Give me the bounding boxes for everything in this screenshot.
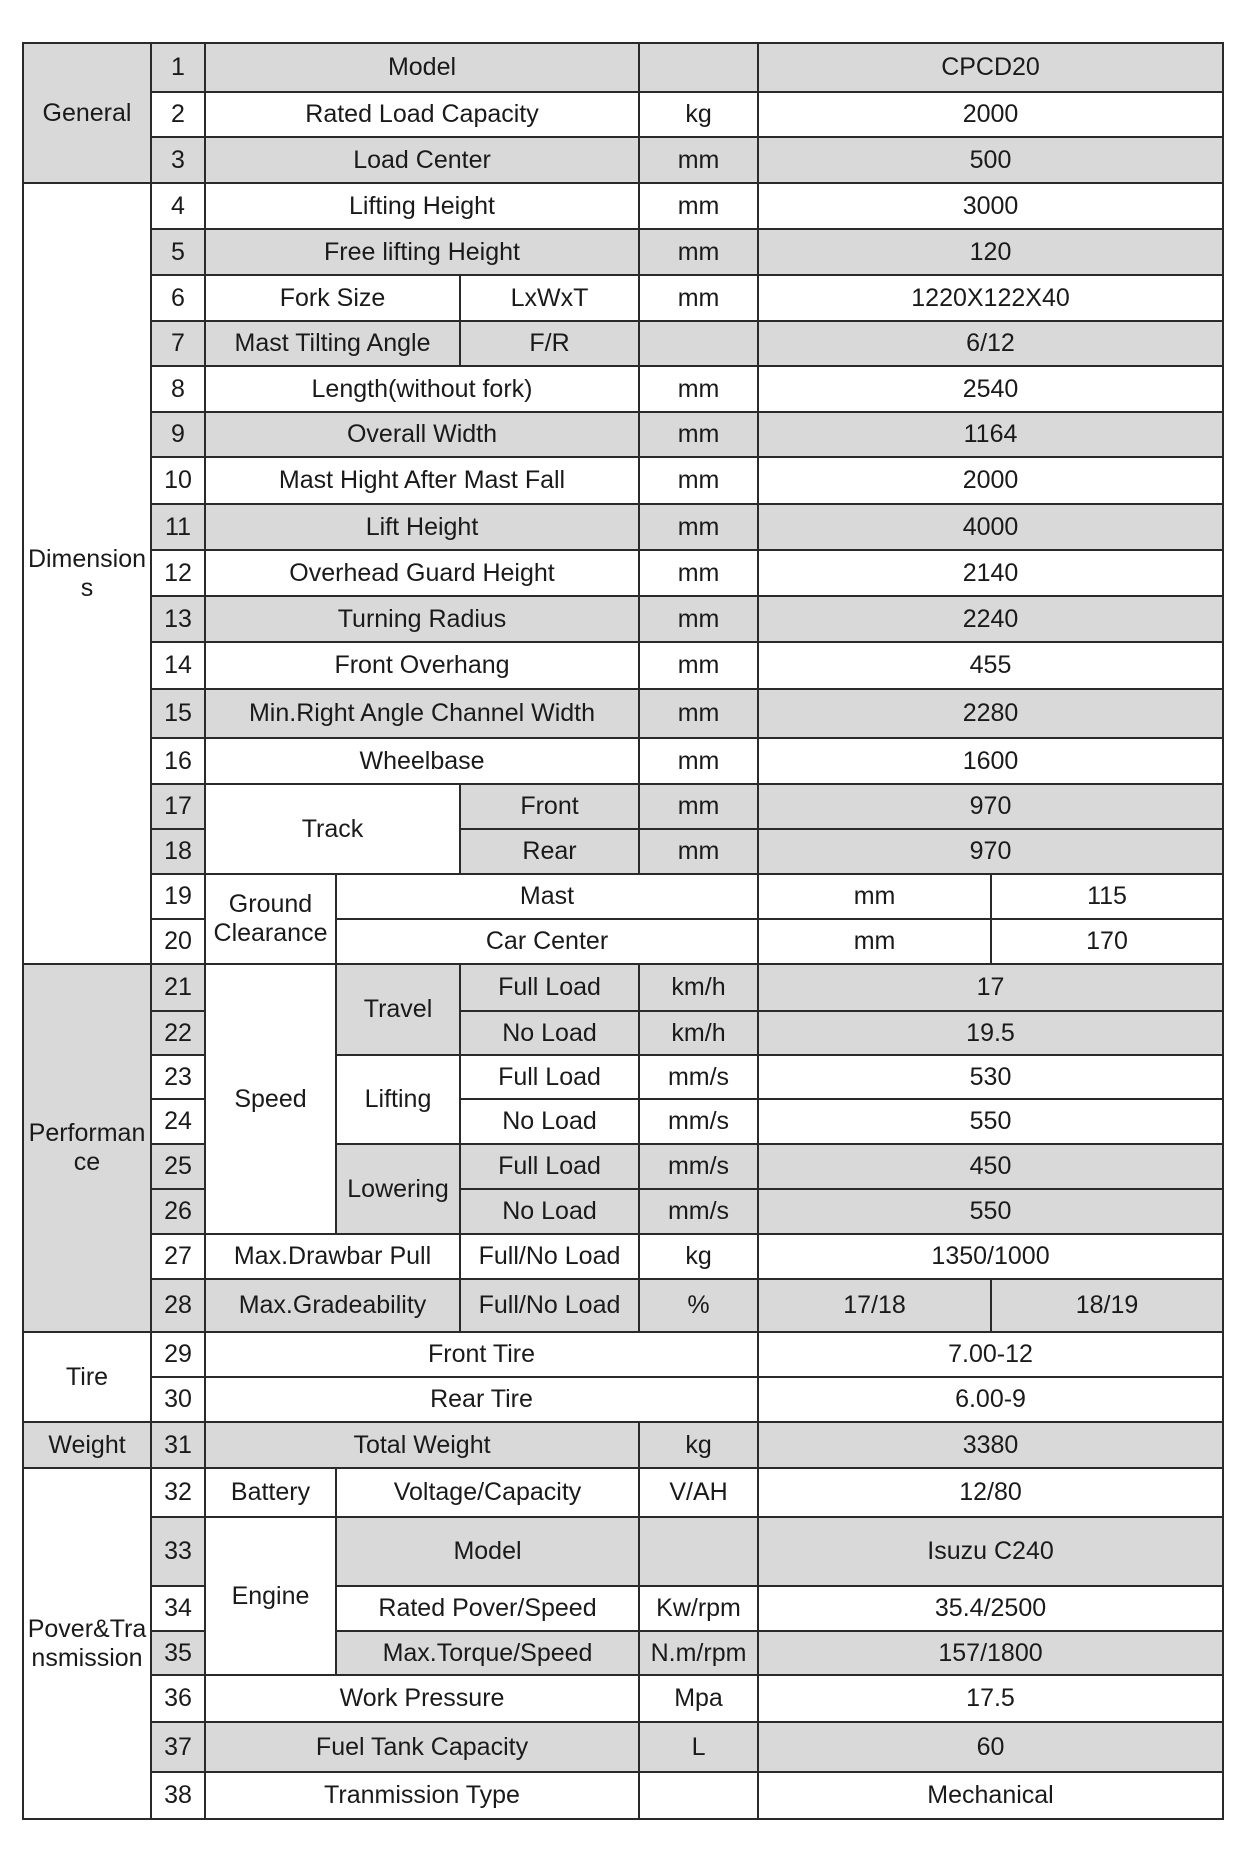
spec-sheet — [22, 42, 1222, 1820]
group-label: Travel — [336, 964, 460, 1055]
row-number: 12 — [151, 550, 205, 596]
item-label: Total Weight — [205, 1422, 639, 1468]
value-cell-full-load: 17/18 — [758, 1279, 991, 1332]
row-number: 17 — [151, 784, 205, 829]
row-number: 9 — [151, 412, 205, 457]
value-cell: 970 — [758, 829, 1223, 874]
unit-cell: mm — [639, 412, 758, 457]
value-cell: 6.00-9 — [758, 1377, 1223, 1422]
unit-cell: mm — [639, 784, 758, 829]
row-number: 5 — [151, 229, 205, 275]
value-cell: 60 — [758, 1722, 1223, 1772]
item-label: Rated Load Capacity — [205, 92, 639, 137]
unit-cell: mm — [639, 457, 758, 504]
category-dimensions: Dimensions — [23, 183, 151, 964]
row-number: 18 — [151, 829, 205, 874]
value-cell: Isuzu C240 — [758, 1517, 1223, 1586]
item-label: Max.Gradeability — [205, 1279, 460, 1332]
category-general: General — [23, 43, 151, 183]
sub-label: Full Load — [460, 1055, 639, 1099]
sub-label: Full Load — [460, 964, 639, 1011]
value-cell: 12/80 — [758, 1468, 1223, 1517]
value-cell: 170 — [991, 919, 1223, 964]
row-number: 19 — [151, 874, 205, 919]
value-cell: 2000 — [758, 457, 1223, 504]
value-cell: CPCD20 — [758, 43, 1223, 92]
item-label: Length(without fork) — [205, 366, 639, 412]
item-label: Free lifting Height — [205, 229, 639, 275]
value-cell: 1350/1000 — [758, 1234, 1223, 1279]
sub-label: Full/No Load — [460, 1234, 639, 1279]
row-number: 6 — [151, 275, 205, 321]
unit-cell: mm — [639, 366, 758, 412]
row-number: 10 — [151, 457, 205, 504]
row-number: 21 — [151, 964, 205, 1011]
row-number: 37 — [151, 1722, 205, 1772]
value-cell: 35.4/2500 — [758, 1586, 1223, 1631]
row-number: 8 — [151, 366, 205, 412]
value-cell: 1220X122X40 — [758, 275, 1223, 321]
item-label: Front Tire — [205, 1332, 758, 1377]
value-cell: 2000 — [758, 92, 1223, 137]
row-number: 36 — [151, 1675, 205, 1722]
value-cell: 115 — [991, 874, 1223, 919]
value-cell: 4000 — [758, 504, 1223, 550]
sub-label: No Load — [460, 1189, 639, 1234]
value-cell: 2140 — [758, 550, 1223, 596]
unit-cell: mm — [758, 919, 991, 964]
row-number: 2 — [151, 92, 205, 137]
value-cell: 6/12 — [758, 321, 1223, 366]
sub-label: Car Center — [336, 919, 758, 964]
value-cell: Mechanical — [758, 1772, 1223, 1819]
row-number: 13 — [151, 596, 205, 642]
value-cell: 450 — [758, 1144, 1223, 1189]
sub-label: No Load — [460, 1099, 639, 1144]
category-tire: Tire — [23, 1332, 151, 1422]
row-number: 32 — [151, 1468, 205, 1517]
value-cell: 7.00-12 — [758, 1332, 1223, 1377]
sub-label: Front — [460, 784, 639, 829]
item-label: Wheelbase — [205, 738, 639, 784]
item-label: Overhead Guard Height — [205, 550, 639, 596]
sub-label: Model — [336, 1517, 639, 1586]
sub-label: LxWxT — [460, 275, 639, 321]
row-number: 1 — [151, 43, 205, 92]
item-label: Model — [205, 43, 639, 92]
row-number: 3 — [151, 137, 205, 183]
value-cell: 550 — [758, 1189, 1223, 1234]
unit-cell: Mpa — [639, 1675, 758, 1722]
unit-cell — [639, 1772, 758, 1819]
row-number: 35 — [151, 1631, 205, 1675]
value-cell-no-load: 18/19 — [991, 1279, 1223, 1332]
item-label: Fork Size — [205, 275, 460, 321]
unit-cell: N.m/rpm — [639, 1631, 758, 1675]
value-cell: 157/1800 — [758, 1631, 1223, 1675]
unit-cell: kg — [639, 92, 758, 137]
unit-cell: mm — [639, 137, 758, 183]
item-label: Track — [205, 784, 460, 874]
unit-cell: % — [639, 1279, 758, 1332]
unit-cell: Kw/rpm — [639, 1586, 758, 1631]
row-number: 7 — [151, 321, 205, 366]
row-number: 30 — [151, 1377, 205, 1422]
value-cell: 19.5 — [758, 1011, 1223, 1055]
unit-cell: mm — [639, 275, 758, 321]
value-cell: 550 — [758, 1099, 1223, 1144]
value-cell: 2540 — [758, 366, 1223, 412]
item-label: Mast Hight After Mast Fall — [205, 457, 639, 504]
sub-label: Full Load — [460, 1144, 639, 1189]
category-power-transmission: Pover&Transmission — [23, 1468, 151, 1819]
group-label: Lifting — [336, 1055, 460, 1144]
unit-cell: mm — [639, 229, 758, 275]
item-label: Min.Right Angle Channel Width — [205, 689, 639, 738]
value-cell: 1164 — [758, 412, 1223, 457]
item-label: Fuel Tank Capacity — [205, 1722, 639, 1772]
unit-cell: mm — [639, 738, 758, 784]
sub-label: No Load — [460, 1011, 639, 1055]
unit-cell: mm/s — [639, 1144, 758, 1189]
value-cell: 3380 — [758, 1422, 1223, 1468]
unit-cell: mm — [639, 829, 758, 874]
unit-cell: mm — [639, 642, 758, 689]
sub-label: Voltage/Capacity — [336, 1468, 639, 1517]
value-cell: 2280 — [758, 689, 1223, 738]
sub-label: F/R — [460, 321, 639, 366]
unit-cell — [639, 43, 758, 92]
item-label: Lift Height — [205, 504, 639, 550]
item-label: Mast Tilting Angle — [205, 321, 460, 366]
row-number: 24 — [151, 1099, 205, 1144]
row-number: 23 — [151, 1055, 205, 1099]
item-label: Battery — [205, 1468, 336, 1517]
value-cell: 1600 — [758, 738, 1223, 784]
sub-label: Mast — [336, 874, 758, 919]
row-number: 26 — [151, 1189, 205, 1234]
row-number: 31 — [151, 1422, 205, 1468]
unit-cell: V/AH — [639, 1468, 758, 1517]
item-label: Rear Tire — [205, 1377, 758, 1422]
value-cell: 17.5 — [758, 1675, 1223, 1722]
unit-cell: mm — [639, 550, 758, 596]
unit-cell: km/h — [639, 964, 758, 1011]
item-label: Load Center — [205, 137, 639, 183]
category-weight: Weight — [23, 1422, 151, 1468]
row-number: 27 — [151, 1234, 205, 1279]
row-number: 20 — [151, 919, 205, 964]
item-label: Overall Width — [205, 412, 639, 457]
value-cell: 455 — [758, 642, 1223, 689]
unit-cell: mm/s — [639, 1055, 758, 1099]
unit-cell: mm — [639, 689, 758, 738]
row-number: 34 — [151, 1586, 205, 1631]
item-label: Max.Drawbar Pull — [205, 1234, 460, 1279]
spec-table — [22, 42, 1224, 1820]
row-number: 15 — [151, 689, 205, 738]
row-number: 22 — [151, 1011, 205, 1055]
sub-label: Max.Torque/Speed — [336, 1631, 639, 1675]
row-number: 4 — [151, 183, 205, 229]
unit-cell: mm/s — [639, 1099, 758, 1144]
value-cell: 530 — [758, 1055, 1223, 1099]
unit-cell: km/h — [639, 1011, 758, 1055]
unit-cell: kg — [639, 1422, 758, 1468]
row-number: 28 — [151, 1279, 205, 1332]
row-number: 38 — [151, 1772, 205, 1819]
item-label: Turning Radius — [205, 596, 639, 642]
unit-cell: mm — [639, 183, 758, 229]
unit-cell: mm — [758, 874, 991, 919]
item-label: Lifting Height — [205, 183, 639, 229]
value-cell: 970 — [758, 784, 1223, 829]
category-performance: Performance — [23, 964, 151, 1332]
unit-cell — [639, 1517, 758, 1586]
group-label: Lowering — [336, 1144, 460, 1234]
unit-cell: mm — [639, 596, 758, 642]
value-cell: 500 — [758, 137, 1223, 183]
item-label: Speed — [205, 964, 336, 1234]
value-cell: 17 — [758, 964, 1223, 1011]
row-number: 14 — [151, 642, 205, 689]
item-label: Ground Clearance — [205, 874, 336, 964]
item-label: Front Overhang — [205, 642, 639, 689]
value-cell: 3000 — [758, 183, 1223, 229]
item-label: Tranmission Type — [205, 1772, 639, 1819]
row-number: 29 — [151, 1332, 205, 1377]
row-number: 25 — [151, 1144, 205, 1189]
unit-cell: mm — [639, 504, 758, 550]
row-number: 33 — [151, 1517, 205, 1586]
item-label: Work Pressure — [205, 1675, 639, 1722]
sub-label: Full/No Load — [460, 1279, 639, 1332]
value-cell: 120 — [758, 229, 1223, 275]
unit-cell — [639, 321, 758, 366]
sub-label: Rear — [460, 829, 639, 874]
value-cell: 2240 — [758, 596, 1223, 642]
unit-cell: L — [639, 1722, 758, 1772]
unit-cell: mm/s — [639, 1189, 758, 1234]
row-number: 11 — [151, 504, 205, 550]
unit-cell: kg — [639, 1234, 758, 1279]
item-label: Engine — [205, 1517, 336, 1675]
sub-label: Rated Pover/Speed — [336, 1586, 639, 1631]
row-number: 16 — [151, 738, 205, 784]
